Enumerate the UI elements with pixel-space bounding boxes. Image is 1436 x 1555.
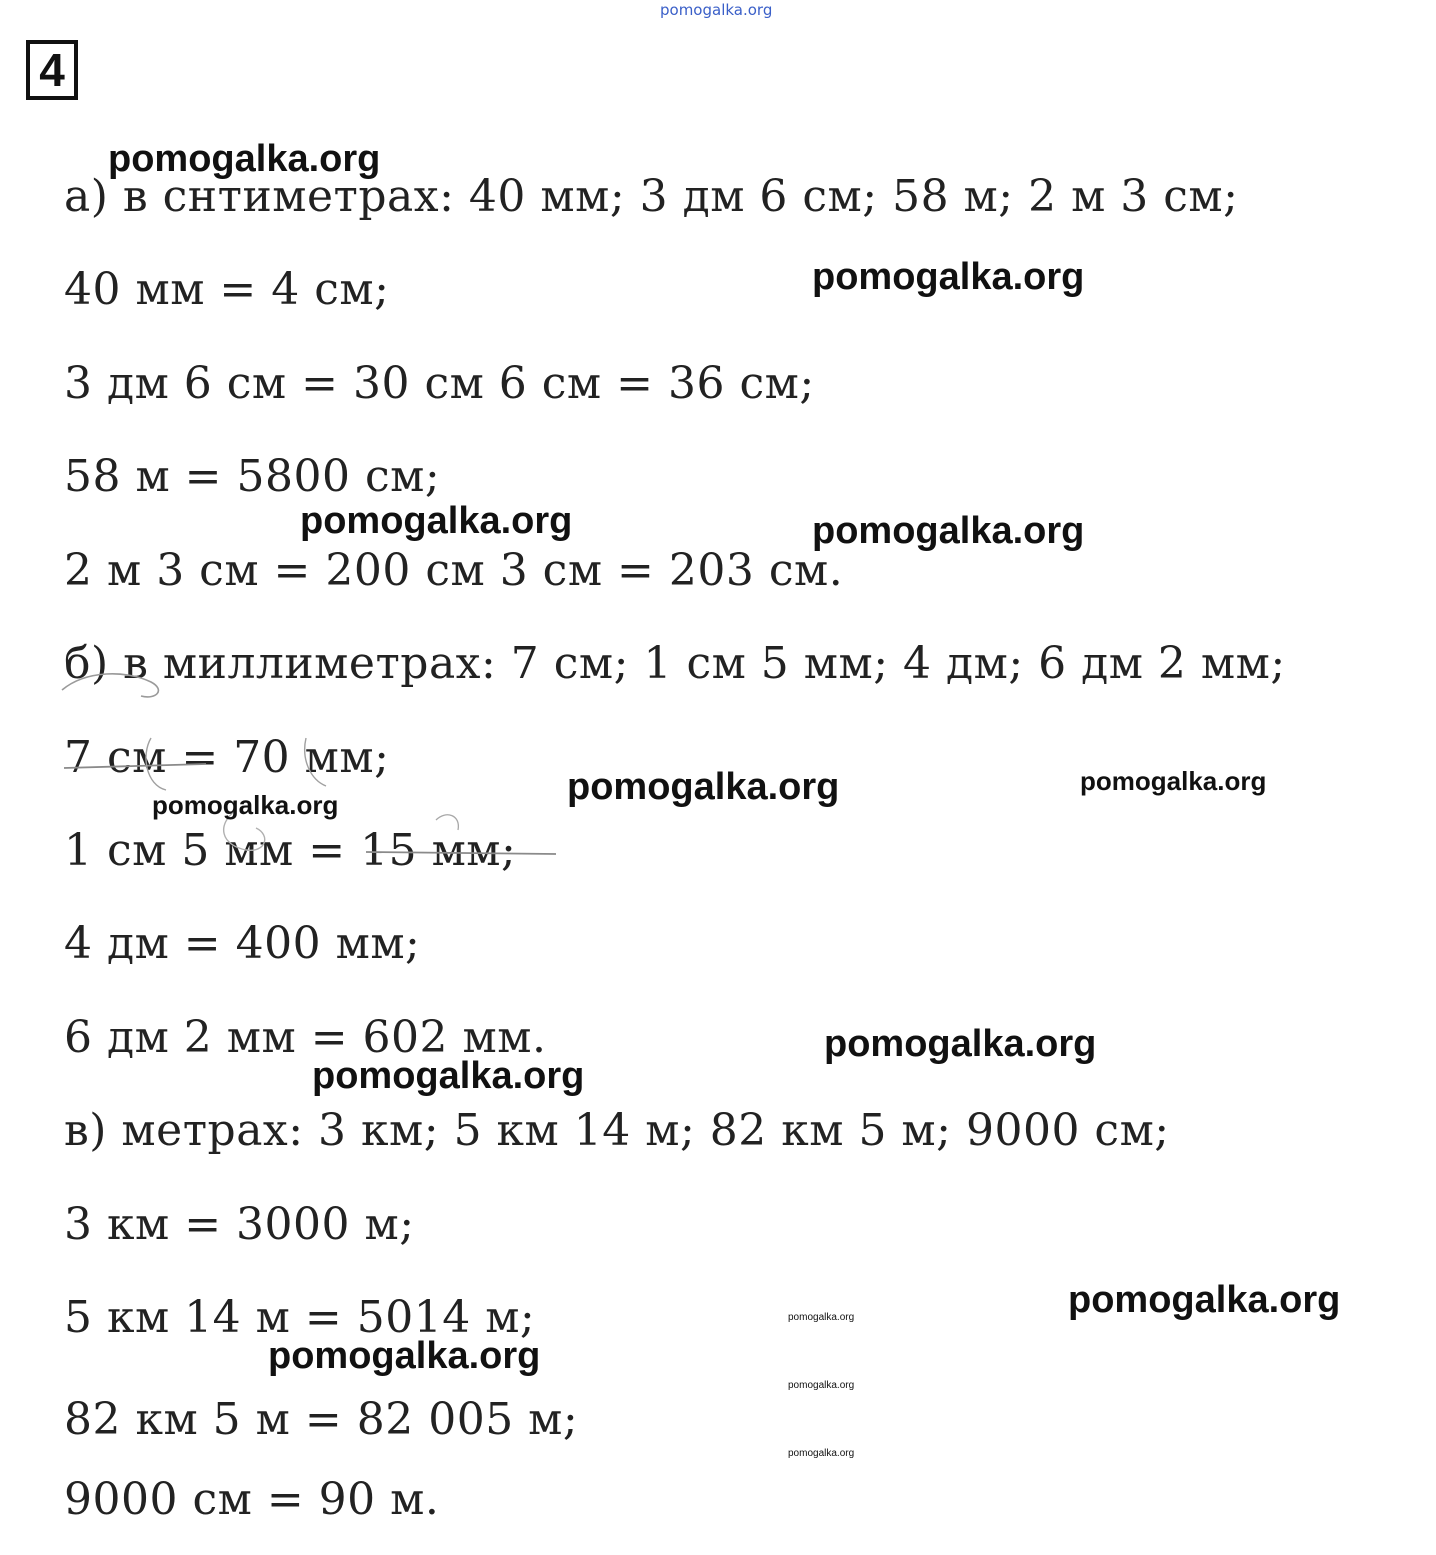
solution-line: 82 км 5 м = 82 005 м; [64, 1394, 579, 1445]
watermark: pomogalka.org [152, 790, 339, 820]
solution-line: 4 дм = 400 мм; [64, 918, 421, 969]
watermark: pomogalka.org [824, 1023, 1097, 1065]
solution-line: 1 см 5 мм = 15 мм; [64, 825, 517, 876]
watermark: pomogalka.org [1068, 1279, 1341, 1321]
solution-line: 3 км = 3000 м; [64, 1199, 415, 1250]
solution-line: 9000 см = 90 м. [64, 1474, 440, 1525]
solution-line: 7 см = 70 мм; [64, 732, 390, 783]
solution-line: 40 мм = 4 см; [64, 264, 390, 315]
task-number-box: 4 [26, 40, 78, 100]
section-b-heading: б) в миллиметрах: 7 см; 1 см 5 мм; 4 дм; 6 дм 2 мм; [64, 638, 1286, 689]
section-v-heading: в) метрах: 3 км; 5 км 14 м; 82 км 5 м; 9000 см; [64, 1105, 1170, 1156]
watermark-small: pomogalka.org [788, 1312, 855, 1323]
watermark-small: pomogalka.org [788, 1380, 855, 1391]
watermark-small: pomogalka.org [788, 1448, 855, 1459]
watermark: pomogalka.org [1080, 766, 1267, 796]
solution-line: 2 м 3 см = 200 см 3 см = 203 см. [64, 545, 844, 596]
watermark-top-link[interactable]: pomogalka.org [660, 1, 773, 19]
solution-line: 58 м = 5800 см; [64, 451, 441, 502]
watermark: pomogalka.org [567, 766, 840, 808]
solution-line: 3 дм 6 см = 30 см 6 см = 36 см; [64, 358, 815, 409]
watermark: pomogalka.org [812, 256, 1085, 298]
watermark: pomogalka.org [268, 1335, 541, 1377]
section-a-heading: а) в снтиметрах: 40 мм; 3 дм 6 см; 58 м; 2 м 3 см; [64, 171, 1239, 222]
watermark: pomogalka.org [300, 500, 573, 542]
watermark: pomogalka.org [812, 510, 1085, 552]
watermark: pomogalka.org [312, 1055, 585, 1097]
solution-line: 6 дм 2 мм = 602 мм. [64, 1012, 547, 1063]
solution-line: 5 км 14 м = 5014 м; [64, 1292, 536, 1343]
watermark: pomogalka.org [108, 138, 381, 180]
